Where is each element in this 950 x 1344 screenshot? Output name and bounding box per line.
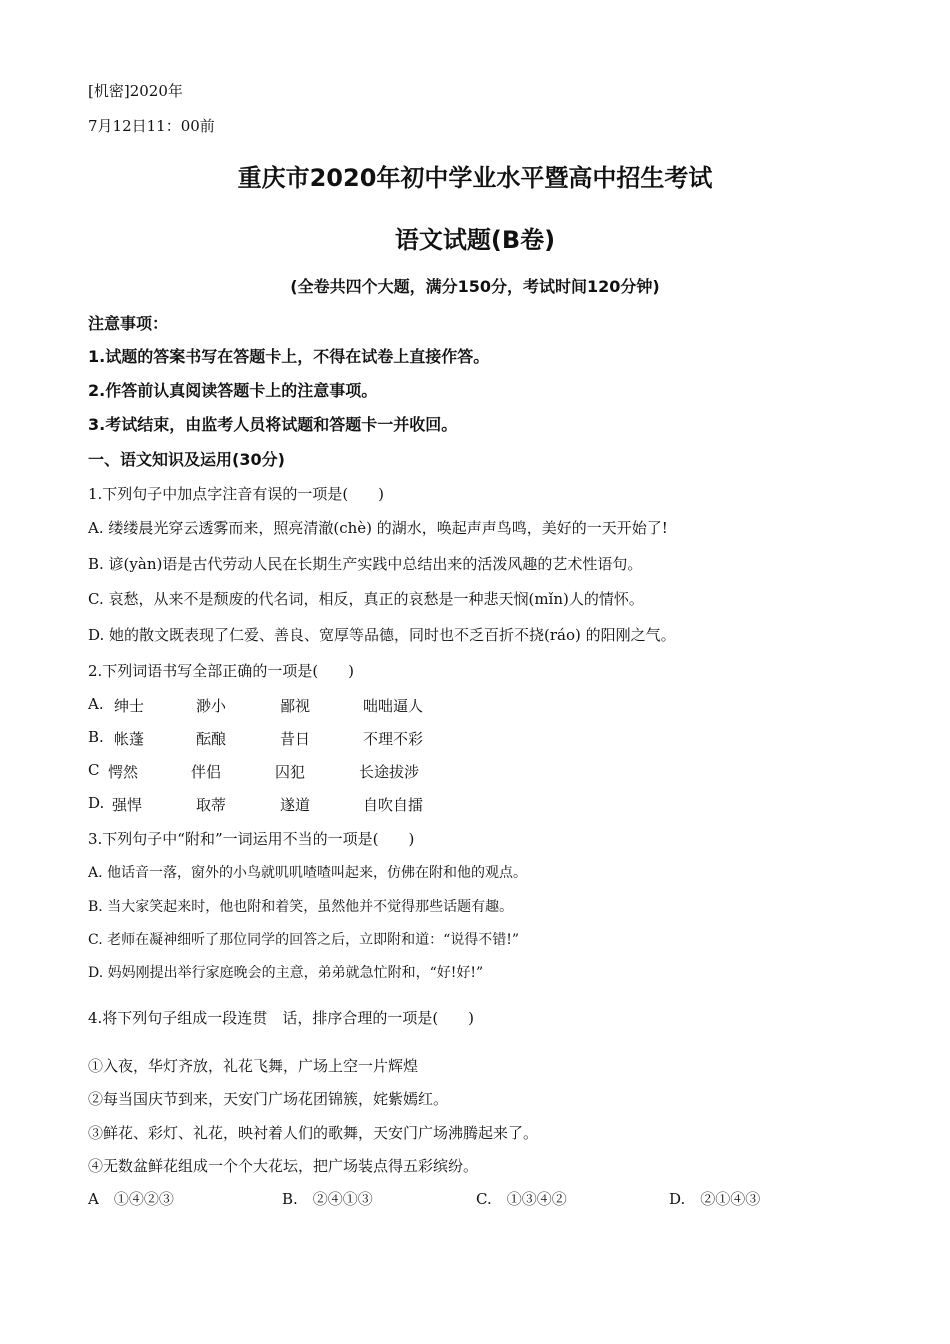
option-word: 酝酿 — [196, 730, 227, 748]
question-option: A. 他话音一落，窗外的小鸟就叽叽喳喳叫起来，仿佛在附和他的观点。 — [88, 865, 528, 881]
option-word: 咄咄逼人 — [363, 697, 424, 715]
question-stem: 1.下列句子中加点字注音有误的一项是( ) — [88, 485, 385, 503]
option-label: C — [88, 761, 100, 779]
sentence-item: ①入夜，华灯齐放，礼花飞舞，广场上空一片辉煌 — [88, 1057, 419, 1075]
exam-title: 重庆市2020年初中学业水平暨高中招生考试 — [237, 164, 713, 192]
notice-item: 3.考试结束，由监考人员将试题和答题卡一并收回。 — [88, 415, 458, 434]
question-stem: 4.将下列句子组成一段连贯 话，排序合理的一项是( ) — [88, 1009, 475, 1027]
question-option: D. 她的散文既表现了仁爱、善良、宽厚等品德，同时也不乏百折不挠(ráo) 的阳刚之气。 — [88, 626, 676, 644]
option-word: 帐蓬 — [114, 730, 145, 748]
option-word: 囚犯 — [275, 763, 306, 781]
section-heading: 一、语文知识及运用(30分) — [88, 450, 285, 469]
paper-subtitle: 语文试题(B卷) — [394, 226, 556, 254]
option-word: 强悍 — [112, 796, 143, 814]
option-word: 愕然 — [108, 763, 139, 781]
question-option: B. 谚(yàn)语是古代劳动人民在长期生产实践中总结出来的活泼风趣的艺术性语句。 — [88, 555, 643, 573]
notice-item: 2.作答前认真阅读答题卡上的注意事项。 — [88, 381, 378, 400]
option-word: 昔日 — [280, 730, 311, 748]
exam-info: (全卷共四个大题，满分150分，考试时间120分钟) — [290, 277, 660, 296]
option-word: 长途拔涉 — [359, 763, 420, 781]
question-option: B. 当大家笑起来时，他也附和着笑，虽然他并不觉得那些话题有趣。 — [88, 899, 514, 915]
option-label: B. — [88, 728, 104, 746]
notice-heading: 注意事项： — [88, 314, 169, 333]
option-word: 鄙视 — [280, 697, 311, 715]
option-word: 自吹自擂 — [363, 796, 424, 814]
question-option: C. ①③④② — [476, 1190, 567, 1208]
deadline-label: 7月12日11：00前 — [88, 117, 215, 135]
question-stem: 3.下列句子中“附和”一词运用不当的一项是( ) — [88, 830, 415, 848]
option-label: A. — [88, 695, 104, 713]
option-word: 遂道 — [280, 796, 311, 814]
notice-item: 1.试题的答案书写在答题卡上，不得在试卷上直接作答。 — [88, 347, 490, 366]
question-option: D. 妈妈刚提出举行家庭晚会的主意，弟弟就急忙附和，“好!好!” — [88, 965, 484, 981]
question-stem: 2.下列词语书写全部正确的一项是( ) — [88, 662, 355, 680]
option-word: 不理不彩 — [363, 730, 424, 748]
option-word: 伴侣 — [191, 763, 222, 781]
option-word: 渺小 — [196, 697, 227, 715]
question-option: C. 哀愁，从来不是颓废的代名词，相反，真正的哀愁是一种悲天悯(mǐn)人的情怀。 — [88, 590, 644, 608]
question-option: A. 缕缕晨光穿云透雾而来，照亮清澈(chè) 的湖水，唤起声声鸟鸣，美好的一天开始了! — [88, 519, 668, 537]
option-label: D. — [88, 794, 105, 812]
question-option: A ①④②③ — [88, 1190, 174, 1208]
option-word: 取蒂 — [196, 796, 227, 814]
sentence-item: ③鲜花、彩灯、礼花，映衬着人们的歌舞，天安门广场沸腾起来了。 — [88, 1124, 539, 1142]
question-option: D. ②①④③ — [669, 1190, 761, 1208]
confidential-label: [机密]2020年 — [88, 82, 183, 100]
sentence-item: ②每当国庆节到来，天安门广场花团锦簇，姹紫嫣红。 — [88, 1090, 449, 1108]
question-option: C. 老师在凝神细听了那位同学的回答之后，立即附和道：“说得不错!” — [88, 932, 520, 948]
sentence-item: ④无数盆鲜花组成一个个大花坛，把广场装点得五彩缤纷。 — [88, 1157, 479, 1175]
question-option: B. ②④①③ — [282, 1190, 373, 1208]
option-word: 绅士 — [114, 697, 145, 715]
